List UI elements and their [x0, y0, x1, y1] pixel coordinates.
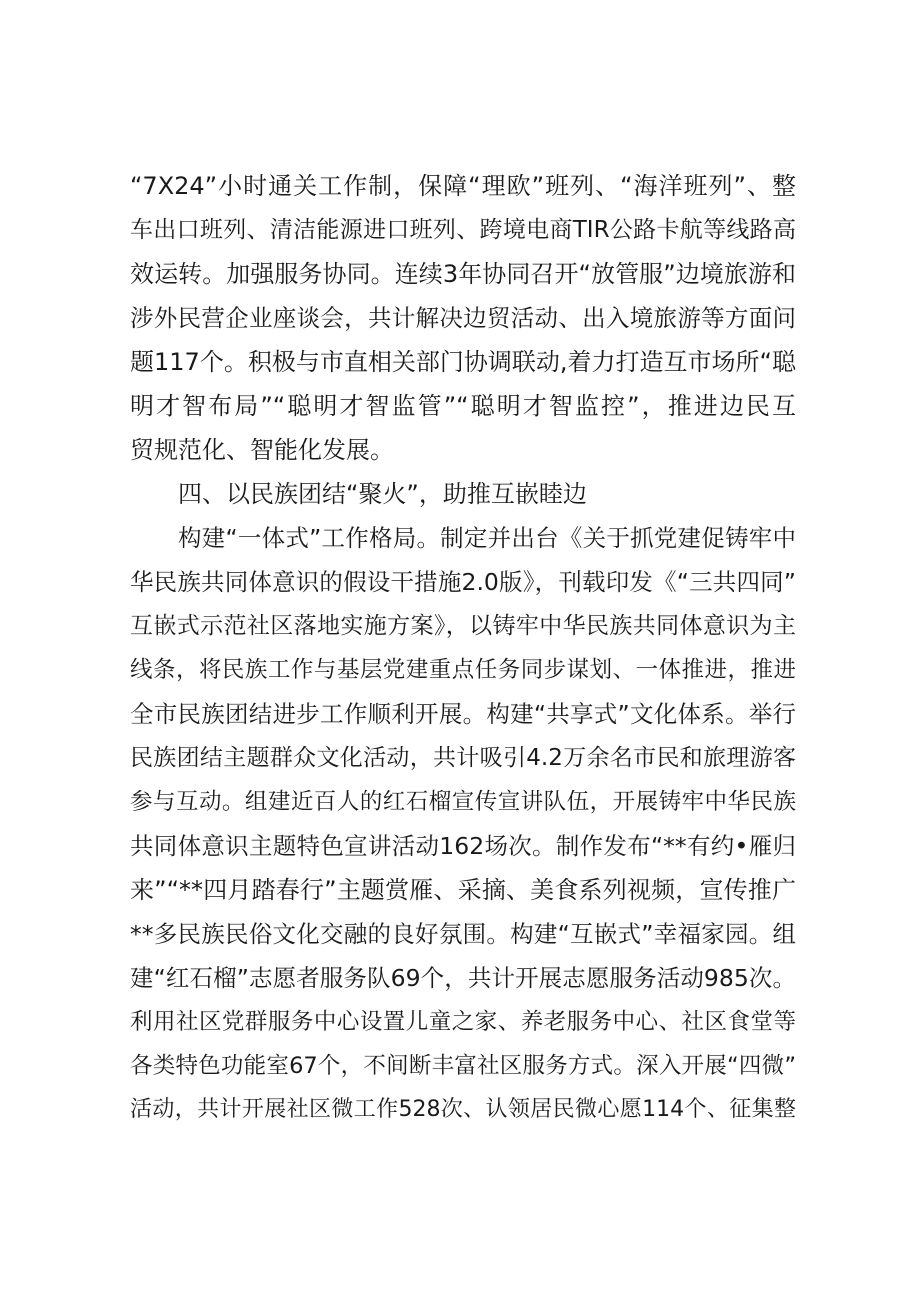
text-line: “7X24”小时通关工作制，保障“理欧”班列、“海洋班列”、整	[130, 172, 796, 200]
text-line: 贸规范化、智能化发展。	[130, 436, 394, 464]
text-line: 华民族共同体意识的假设干措施2.0版》，刊载印发《“三共四同”	[130, 568, 796, 596]
text-line: 利用社区党群服务中心设置儿童之家、养老服务中心、社区食堂等	[130, 1009, 796, 1035]
text-line: 明才智布局”“聪明才智监管”“聪明才智监控”，推进边民互	[130, 392, 796, 420]
text-line: 全市民族团结进步工作顺利开展。构建“共享式”文化体系。举行	[130, 700, 796, 728]
text-line: 构建“一体式”工作格局。制定并出台《关于抓党建促铸牢中	[178, 524, 796, 552]
text-line: 涉外民营企业座谈会，共计解决边贸活动、出入境旅游等方面问	[130, 304, 796, 332]
text-line: 建“红石榴”志愿者服务队69个，共计开展志愿服务活动985次。	[130, 964, 796, 992]
text-line: 民族团结主题群众文化活动，共计吸引4.2万余名市民和旅理游客	[130, 745, 796, 771]
text-line: 互嵌式示范社区落地实施方案》，以铸牢中华民族共同体意识为主	[130, 613, 796, 639]
text-line: 线条，将民族工作与基层党建重点任务同步谋划、一体推进，推进	[130, 657, 796, 683]
text-line: 共同体意识主题特色宣讲活动162场次。制作发布“**有约•雁归	[130, 832, 796, 860]
text-line: 各类特色功能室67个，不间断丰富社区服务方式。深入开展“四微”	[130, 1053, 796, 1079]
text-line: 来”“**四月踏春行”主题赏雁、采摘、美食系列视频，宣传推广	[130, 876, 796, 904]
text-line: **多民族民俗文化交融的良好氛围。构建“互嵌式”幸福家园。组	[130, 920, 796, 948]
text-line: 车出口班列、清洁能源进口班列、跨境电商TIR公路卡航等线路高	[130, 217, 796, 243]
text-line: 题117个。积极与市直相关部门协调联动,着力打造互市场所“聪	[130, 348, 796, 376]
section-heading: 四、以民族团结“聚火”，助推互嵌睦边	[178, 480, 587, 508]
text-line: 效运转。加强服务协同。连续3年协同召开“放管服”边境旅游和	[130, 260, 796, 288]
text-line: 活动，共计开展社区微工作528次、认领居民微心愿114个、征集整	[130, 1097, 796, 1122]
text-line: 参与互动。组建近百人的红石榴宣传宣讲队伍，开展铸牢中华民族	[130, 789, 796, 815]
